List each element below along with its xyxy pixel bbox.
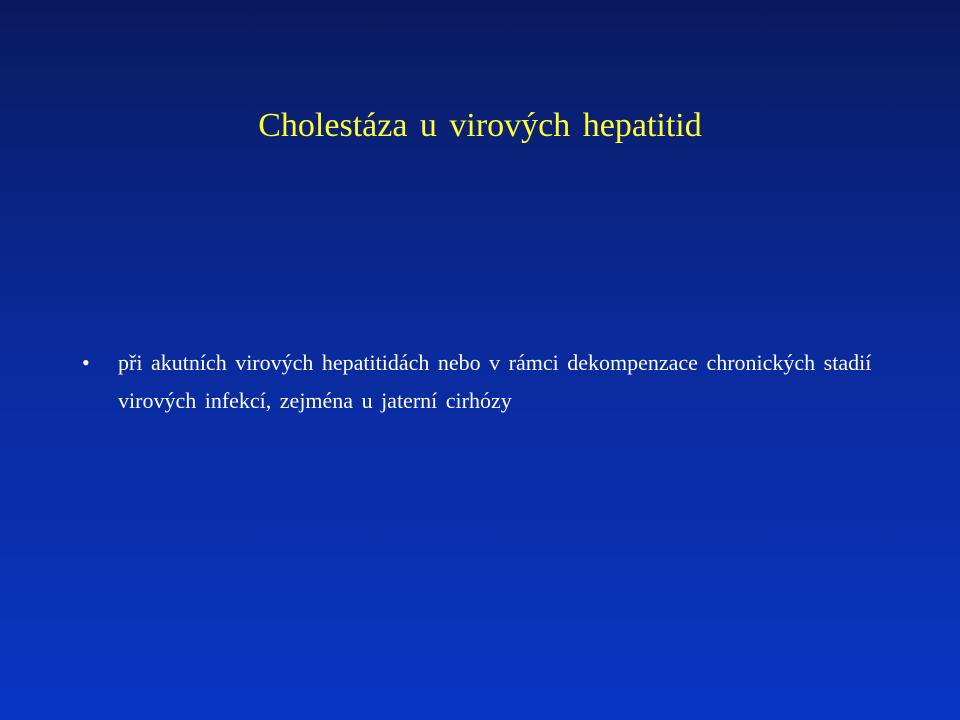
bullet-item (80, 344, 900, 420)
slide-title: Cholestáza u virových hepatitid (258, 107, 702, 144)
bullet-text: při akutních virových hepatitidách nebo v rámci dekompenzace chronických stadií virových infekcí, zejména u jaterní cirhózy (118, 350, 872, 413)
bullet-marker: • (82, 350, 90, 375)
bullet-list (80, 344, 900, 420)
